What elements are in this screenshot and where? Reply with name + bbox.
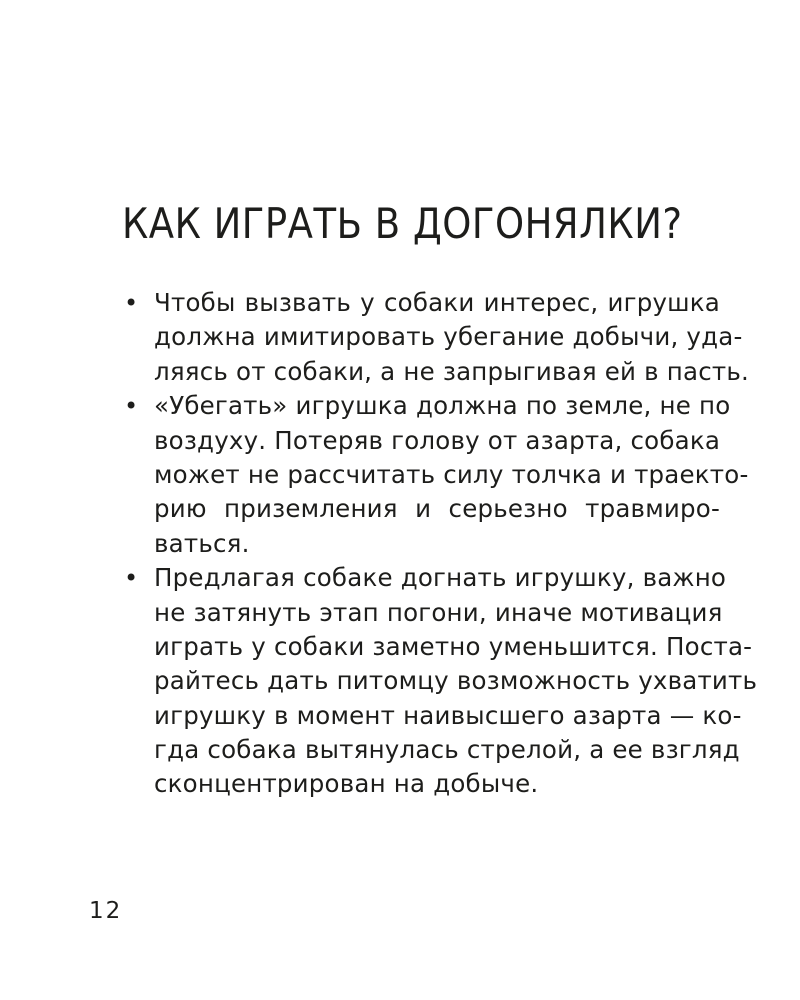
- section-heading: КАК ИГРАТЬ В ДОГОНЯЛКИ?: [122, 199, 683, 248]
- bullet-icon: •: [124, 392, 139, 421]
- bullet-icon: •: [124, 564, 139, 593]
- paragraph-line: ваться.: [154, 528, 250, 558]
- paragraph-line: должна имитировать убегание добычи, уда-: [154, 322, 743, 352]
- paragraph-line: игрушку в момент наивысшего азарта — ко-: [154, 700, 742, 730]
- list-item: [122, 389, 749, 561]
- paragraph-line: воздуху. Потеряв голову от азарта, собака: [154, 425, 721, 455]
- tips-list: [122, 286, 758, 802]
- list-item: [122, 561, 758, 802]
- list-item: [122, 286, 749, 389]
- paragraph-line: сконцентрирован на добыче.: [154, 769, 539, 799]
- page-number: 12: [89, 898, 123, 924]
- paragraph-line: может не рассчитать силу толчка и траекто-: [154, 459, 749, 489]
- paragraph-line: гда собака вытянулась стрелой, а ее взгляд: [154, 735, 740, 765]
- bullet-icon: •: [124, 289, 139, 317]
- paragraph-line: «Убегать» игрушка должна по земле, не по: [154, 391, 731, 421]
- paragraph-line: рию приземления и серьезно травмиро-: [154, 494, 720, 524]
- paragraph-line: ляясь от собаки, а не запрыгивая ей в пасть.: [154, 356, 749, 386]
- paragraph-line: райтесь дать питомцу возможность ухватить: [154, 666, 758, 696]
- paragraph-line: Предлагая собаке догнать игрушку, важно: [154, 563, 727, 593]
- paragraph-line: играть у собаки заметно уменьшится. Поста-: [154, 631, 753, 661]
- paragraph-line: не затянуть этап погони, иначе мотивация: [154, 597, 723, 627]
- paragraph-line: Чтобы вызвать у собаки интерес, игрушка: [154, 288, 720, 317]
